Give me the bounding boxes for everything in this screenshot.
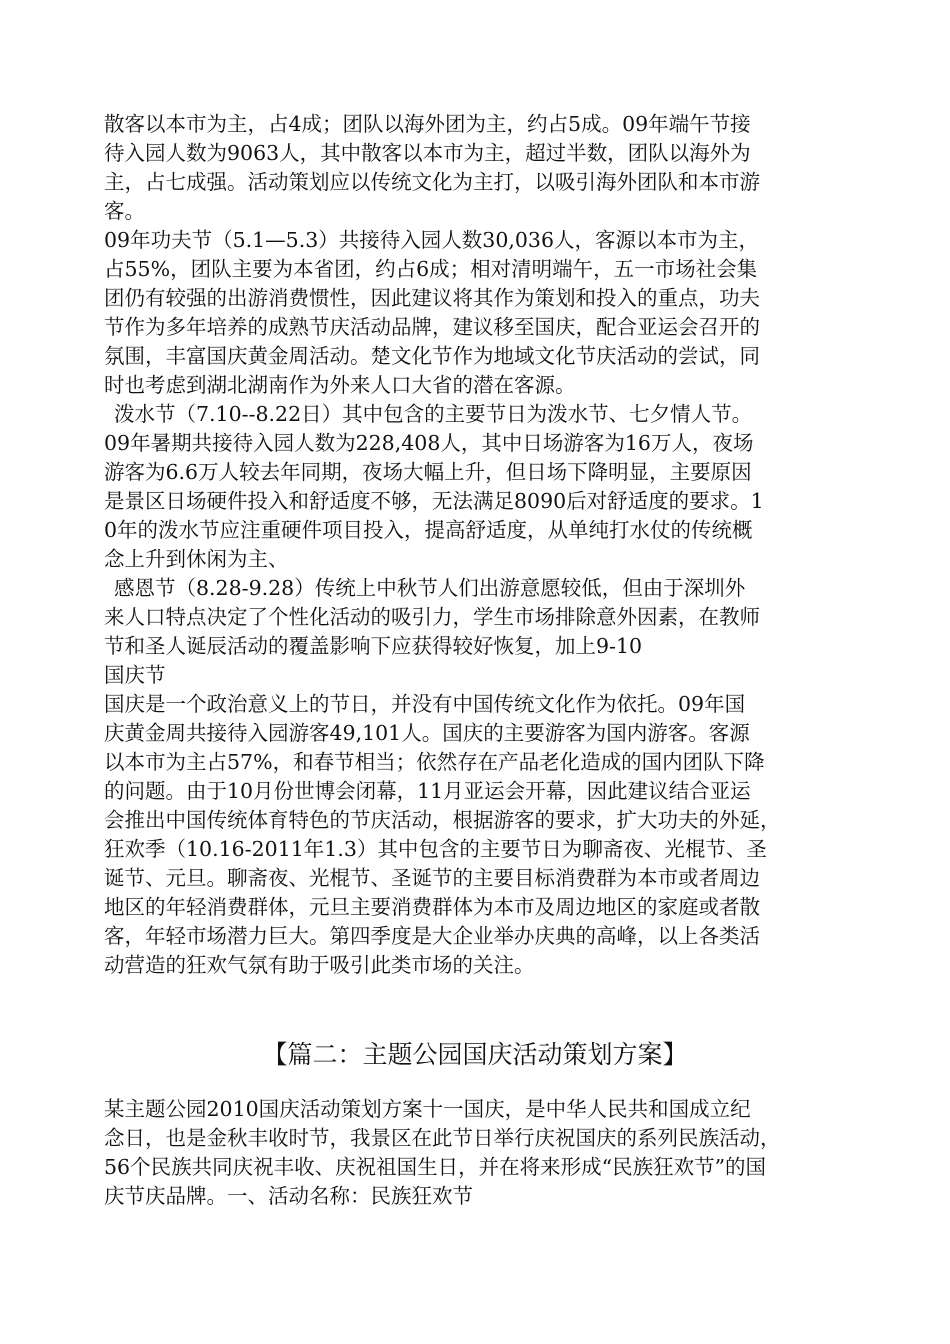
text-line: 客。: [104, 199, 145, 223]
text-line: 会推出中国传统体育特色的节庆活动，根据游客的要求，扩大功夫的外延，: [104, 808, 781, 832]
text-line: 是景区日场硬件投入和舒适度不够，无法满足8090后对舒适度的要求。1: [104, 489, 764, 513]
text-line: 节和圣人诞辰活动的覆盖影响下应获得较好恢复，加上9-10: [104, 634, 643, 658]
text-line: 某主题公园2010国庆活动策划方案十一国庆，是中华人民共和国成立纪: [104, 1097, 751, 1121]
text-line: 庆节庆品牌。一、活动名称：民族狂欢节: [104, 1184, 473, 1208]
text-line: 散客以本市为主，占4成；团队以海外团为主，约占5成。09年端午节接: [104, 112, 751, 136]
text-line: 节作为多年培养的成熟节庆活动品牌，建议移至国庆，配合亚运会召开的: [104, 315, 760, 339]
text-line: 动营造的狂欢气氛有助于吸引此类市场的关注。: [104, 953, 535, 977]
text-line: 游客为6.6万人较去年同期，夜场大幅上升，但日场下降明显，主要原因: [104, 460, 752, 484]
text-line: 待入园人数为9063人，其中散客以本市为主，超过半数，团队以海外为: [104, 141, 751, 165]
text-line: 念日，也是金秋丰收时节，我景区在此节日举行庆祝国庆的系列民族活动，: [104, 1126, 781, 1150]
text-line: 团仍有较强的出游消费惯性，因此建议将其作为策划和投入的重点，功夫: [104, 286, 760, 310]
text-line: 感恩节（8.28-9.28）传统上中秋节人们出游意愿较低，但由于深圳外: [114, 576, 746, 600]
text-line: 诞节、元旦。聊斋夜、光棍节、圣诞节的主要目标消费群为本市或者周边: [104, 866, 760, 890]
text-line: 以本市为主占57%，和春节相当；依然存在产品老化造成的国内团队下降: [104, 750, 765, 774]
text-line: 来人口特点决定了个性化活动的吸引力，学生市场排除意外因素，在教师: [104, 605, 760, 629]
text-line: 主，占七成强。活动策划应以传统文化为主打，以吸引海外团队和本市游: [104, 170, 760, 194]
text-line: 时也考虑到湖北湖南作为外来人口大省的潜在客源。: [104, 373, 576, 397]
text-line: 56个民族共同庆祝丰收、庆祝祖国生日，并在将来形成“民族狂欢节”的国: [104, 1155, 767, 1179]
text-line: 09年暑期共接待入园人数为228,408人，其中日场游客为16万人，夜场: [104, 431, 754, 455]
text-line: 占55%，团队主要为本省团，约占6成；相对清明端午，五一市场社会集: [104, 257, 758, 281]
section-heading: 【篇二：主题公园国庆活动策划方案】: [262, 1040, 688, 1069]
text-line: 狂欢季（10.16-2011年1.3）其中包含的主要节日为聊斋夜、光棍节、圣: [104, 837, 767, 861]
text-line: 地区的年轻消费群体，元旦主要消费群体为本市及周边地区的家庭或者散: [104, 895, 760, 919]
text-line: 国庆是一个政治意义上的节日，并没有中国传统文化作为依托。09年国: [104, 692, 746, 716]
text-line: 氛围，丰富国庆黄金周活动。楚文化节作为地域文化节庆活动的尝试，同: [104, 344, 760, 368]
text-line: 的问题。由于10月份世博会闭幕，11月亚运会开幕，因此建议结合亚运: [104, 779, 751, 803]
text-line: 念上升到休闲为主、: [104, 547, 289, 571]
text-line: 泼水节（7.10--8.22日）其中包含的主要节日为泼水节、七夕情人节。: [114, 402, 753, 426]
text-line: 客，年轻市场潜力巨大。第四季度是大企业举办庆典的高峰，以上各类活: [104, 924, 760, 948]
text-line: 庆黄金周共接待入园游客49,101人。国庆的主要游客为国内游客。客源: [104, 721, 750, 745]
text-line: 国庆节: [104, 663, 166, 687]
text-line: 0年的泼水节应注重硬件项目投入，提高舒适度，从单纯打水仗的传统概: [104, 518, 753, 542]
text-line: 09年功夫节（5.1—5.3）共接待入园人数30,036人，客源以本市为主，: [104, 228, 760, 252]
